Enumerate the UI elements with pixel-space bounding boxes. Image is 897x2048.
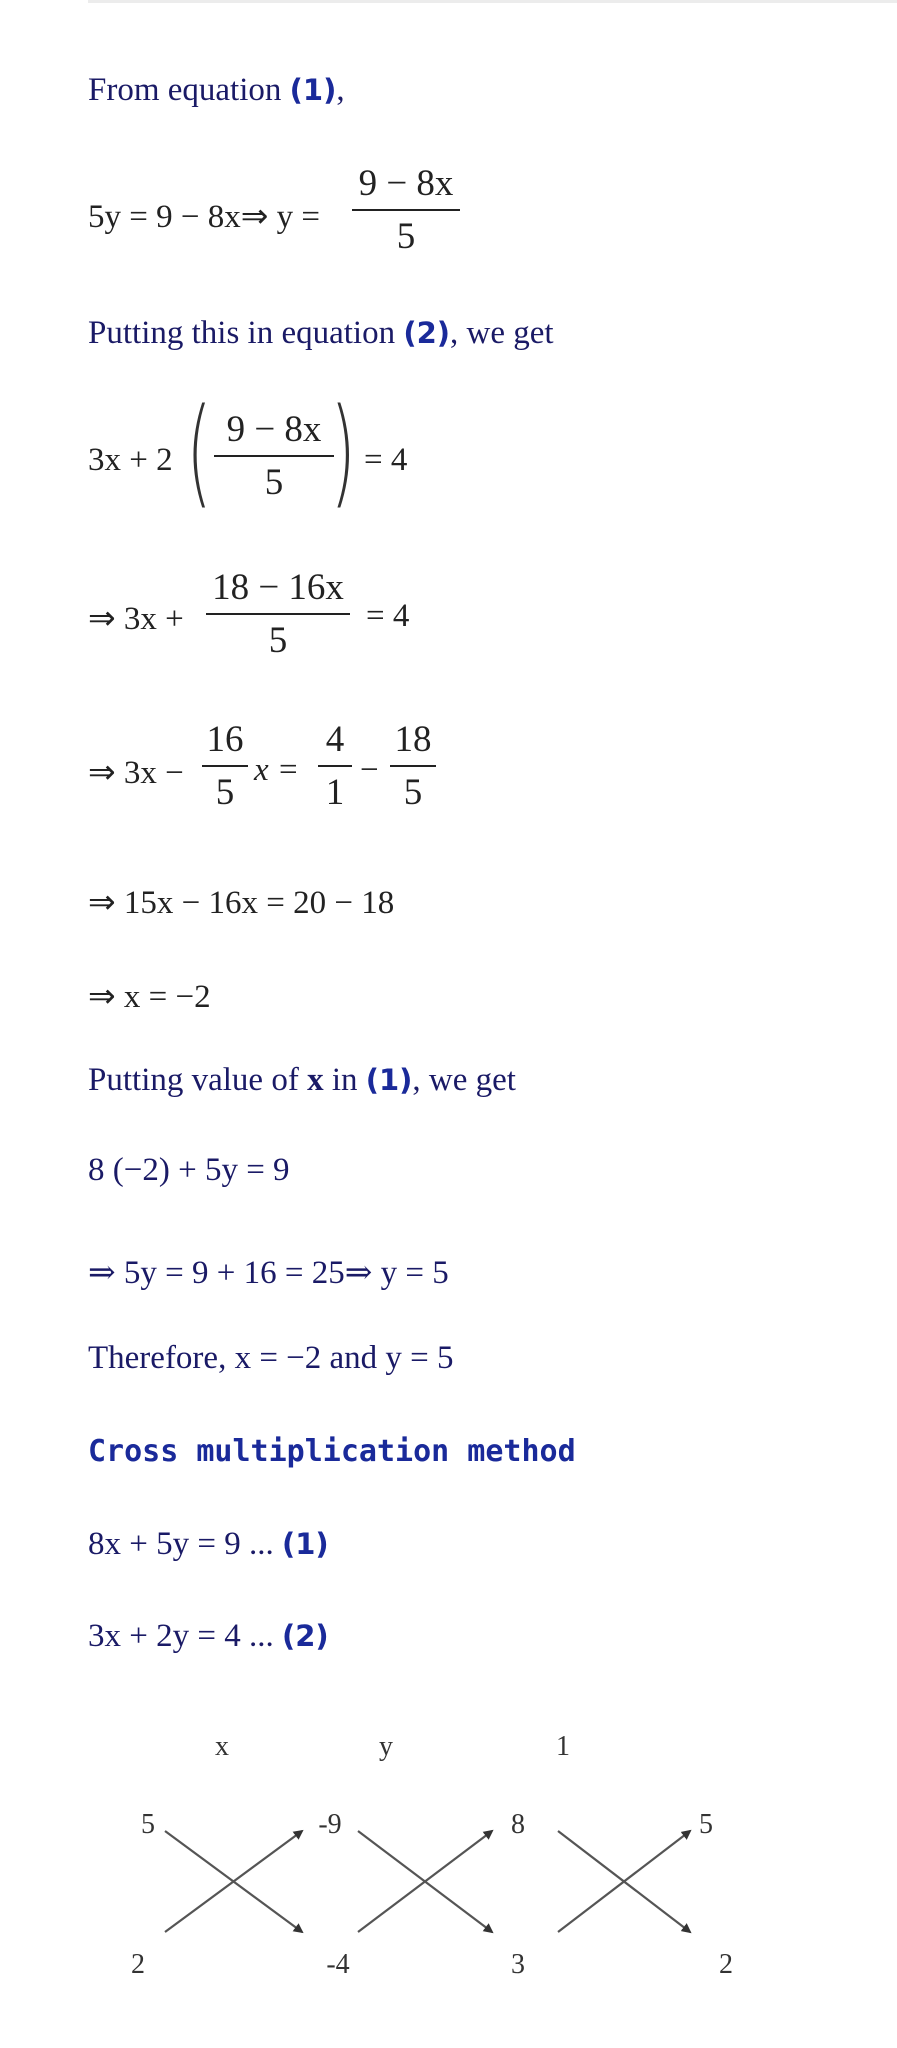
- fraction-numerator: 4: [325, 719, 345, 760]
- right-paren: ): [330, 382, 356, 520]
- fraction-bar: [352, 209, 460, 211]
- fraction-denominator: 1: [325, 772, 345, 813]
- equation-1-text: 8x + 5y = 9 ...: [88, 1526, 282, 1562]
- step1-lhs: 3x + 2: [88, 442, 173, 478]
- putting-x-line: [88, 1062, 516, 1099]
- top-coef-2: -9: [318, 1809, 342, 1840]
- top-coef-4: 5: [699, 1809, 713, 1840]
- step1-rhs: = 4: [364, 442, 408, 478]
- substitution-1: 8 (−2) + 5y = 9: [88, 1152, 290, 1188]
- equation-ref-2: (2): [281, 1619, 329, 1653]
- fraction-bar: [206, 613, 350, 615]
- putting-text: Putting this in equation: [88, 315, 404, 351]
- intro-line: [88, 72, 345, 109]
- equation-ref-1: (1): [281, 1527, 329, 1561]
- cross-multiplication-diagram: [0, 1688, 897, 2048]
- bottom-coef-1: 2: [131, 1949, 145, 1980]
- step4: ⇒ 15x − 16x = 20 − 18: [88, 885, 395, 921]
- top-coef-1: 5: [141, 1809, 155, 1840]
- left-paren: (: [186, 382, 212, 520]
- bottom-coef-3: 3: [511, 1949, 525, 1980]
- equation-1: [88, 1526, 329, 1563]
- eq-y-lhs: 5y = 9 − 8x⇒ y =: [88, 199, 320, 235]
- bottom-coef-4: 2: [719, 1949, 733, 1980]
- step3-fraction-18-5: [390, 718, 436, 814]
- fraction-denominator: 5: [268, 620, 288, 661]
- fraction-bar: [390, 765, 436, 767]
- equation-ref-1: (1): [365, 1063, 413, 1097]
- bottom-coef-2: -4: [326, 1949, 350, 1980]
- step2-rhs: = 4: [366, 598, 410, 634]
- fraction-bar: [318, 765, 352, 767]
- header-y: y: [379, 1731, 393, 1762]
- step2-fraction: [206, 566, 350, 662]
- step3-fraction-4-1: [318, 718, 352, 814]
- fraction-bar: [214, 455, 334, 457]
- fraction-numerator: 18: [394, 719, 432, 760]
- equation-2: [88, 1618, 329, 1655]
- putting-x-in: in: [323, 1062, 366, 1098]
- substitution-2: ⇒ 5y = 9 + 16 = 25⇒ y = 5: [88, 1255, 449, 1291]
- conclusion: Therefore, x = −2 and y = 5: [88, 1340, 454, 1376]
- step3-minus: −: [360, 752, 379, 788]
- step3-lhs: ⇒ 3x −: [88, 755, 184, 791]
- intro-text: From equation: [88, 72, 290, 108]
- equation-ref-2: (2): [403, 316, 451, 350]
- top-coef-3: 8: [511, 1809, 525, 1840]
- step2-lhs: ⇒ 3x +: [88, 601, 184, 637]
- fraction-numerator: 9 − 8x: [226, 409, 322, 450]
- fraction-denominator: 5: [215, 772, 235, 813]
- putting-line: [88, 315, 554, 352]
- fraction-denominator: 5: [396, 216, 416, 257]
- fraction-denominator: 5: [264, 462, 284, 503]
- step5: ⇒ x = −2: [88, 979, 211, 1015]
- equation-2-text: 3x + 2y = 4 ...: [88, 1618, 282, 1654]
- fraction-numerator: 18 − 16x: [212, 567, 344, 608]
- header-x: x: [215, 1731, 229, 1762]
- eq-y-fraction: [352, 162, 460, 258]
- putting-x-tail: , we get: [412, 1062, 516, 1098]
- header-1: 1: [556, 1731, 570, 1762]
- putting-tail: , we get: [450, 315, 554, 351]
- putting-x-text: Putting value of: [88, 1062, 308, 1098]
- step3-mid: x =: [254, 752, 300, 788]
- fraction-numerator: 16: [206, 719, 244, 760]
- fraction-numerator: 9 − 8x: [358, 163, 454, 204]
- variable-x: x: [307, 1062, 324, 1098]
- intro-comma: ,: [336, 72, 345, 108]
- fraction-denominator: 5: [403, 772, 423, 813]
- step1-fraction: [214, 408, 334, 504]
- fraction-bar: [202, 765, 248, 767]
- step3-fraction-16-5: [202, 718, 248, 814]
- top-divider: [88, 0, 897, 3]
- section-heading: Cross multiplication method: [88, 1434, 576, 1469]
- equation-ref-1: (1): [289, 73, 337, 107]
